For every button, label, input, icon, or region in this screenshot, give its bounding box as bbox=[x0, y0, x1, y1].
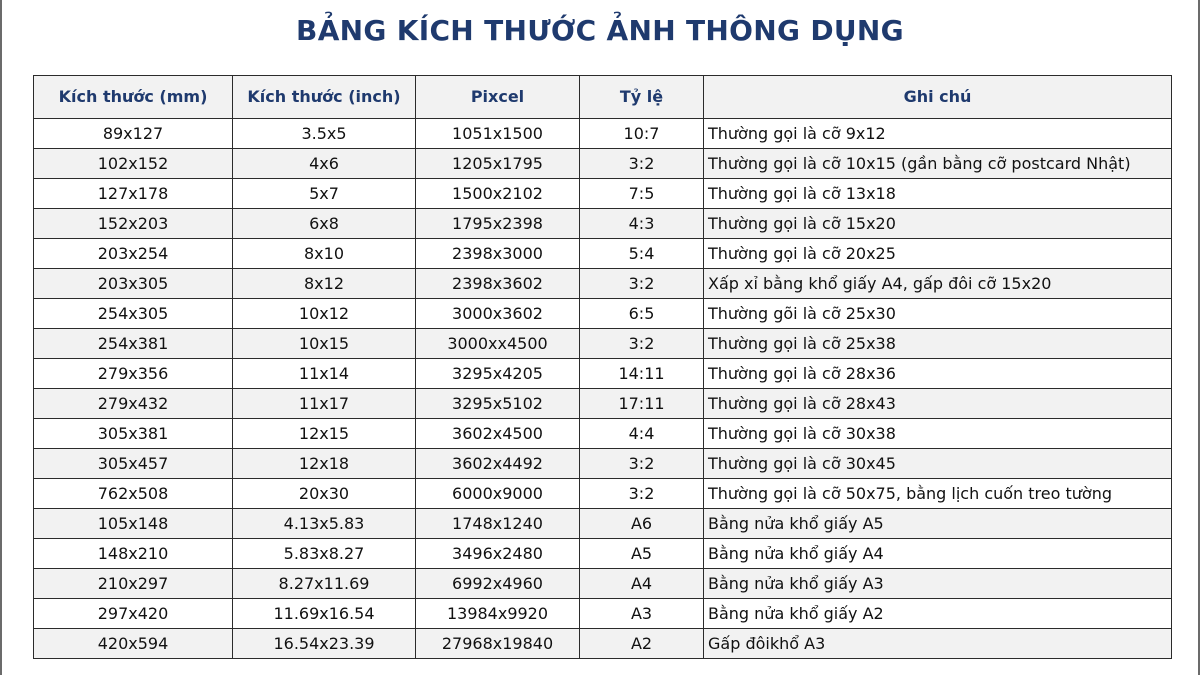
cell-size-mm: 105x148 bbox=[34, 509, 233, 539]
table-row bbox=[34, 599, 1172, 629]
cell-note: Thường gọi là cỡ 28x36 bbox=[704, 359, 1172, 389]
cell-pixel: 1795x2398 bbox=[416, 209, 580, 239]
cell-size-inch: 12x15 bbox=[233, 419, 416, 449]
cell-size-inch: 20x30 bbox=[233, 479, 416, 509]
cell-note: Thường gọi là cỡ 30x38 bbox=[704, 419, 1172, 449]
table-row bbox=[34, 239, 1172, 269]
cell-ratio: A5 bbox=[580, 539, 704, 569]
table-row bbox=[34, 299, 1172, 329]
cell-ratio: A4 bbox=[580, 569, 704, 599]
header-size-mm: Kích thước (mm) bbox=[34, 76, 233, 119]
cell-pixel: 3295x5102 bbox=[416, 389, 580, 419]
cell-size-inch: 8.27x11.69 bbox=[233, 569, 416, 599]
cell-size-inch: 10x12 bbox=[233, 299, 416, 329]
table-row bbox=[34, 539, 1172, 569]
cell-ratio: A6 bbox=[580, 509, 704, 539]
cell-note: Bằng nửa khổ giấy A2 bbox=[704, 599, 1172, 629]
header-ratio: Tỷ lệ bbox=[580, 76, 704, 119]
cell-size-inch: 11x17 bbox=[233, 389, 416, 419]
cell-note: Thường gõi là cỡ 25x30 bbox=[704, 299, 1172, 329]
cell-note: Thường gọi là cỡ 30x45 bbox=[704, 449, 1172, 479]
table-row bbox=[34, 509, 1172, 539]
cell-size-mm: 254x305 bbox=[34, 299, 233, 329]
cell-ratio: A3 bbox=[580, 599, 704, 629]
cell-size-mm: 148x210 bbox=[34, 539, 233, 569]
cell-note: Bằng nửa khổ giấy A4 bbox=[704, 539, 1172, 569]
table-row bbox=[34, 419, 1172, 449]
cell-pixel: 6000x9000 bbox=[416, 479, 580, 509]
table-row bbox=[34, 329, 1172, 359]
table-row bbox=[34, 149, 1172, 179]
table-row bbox=[34, 269, 1172, 299]
cell-ratio: 3:2 bbox=[580, 269, 704, 299]
table-row bbox=[34, 479, 1172, 509]
cell-ratio: 17:11 bbox=[580, 389, 704, 419]
header-pixel: Pixcel bbox=[416, 76, 580, 119]
cell-pixel: 1748x1240 bbox=[416, 509, 580, 539]
cell-ratio: 3:2 bbox=[580, 449, 704, 479]
cell-note: Bằng nửa khổ giấy A5 bbox=[704, 509, 1172, 539]
cell-size-inch: 4.13x5.83 bbox=[233, 509, 416, 539]
cell-size-inch: 11x14 bbox=[233, 359, 416, 389]
cell-note: Bằng nửa khổ giấy A3 bbox=[704, 569, 1172, 599]
cell-size-mm: 279x432 bbox=[34, 389, 233, 419]
cell-note: Thường gọi là cỡ 10x15 (gần bằng cỡ postcard Nhật) bbox=[704, 149, 1172, 179]
frame-left-border bbox=[0, 0, 2, 675]
page-title: BẢNG KÍCH THƯỚC ẢNH THÔNG DỤNG bbox=[296, 14, 904, 47]
cell-size-mm: 254x381 bbox=[34, 329, 233, 359]
cell-size-inch: 5x7 bbox=[233, 179, 416, 209]
cell-note: Thường gọi là cỡ 50x75, bằng lịch cuốn treo tường bbox=[704, 479, 1172, 509]
cell-note: Gấp đôikhổ A3 bbox=[704, 629, 1172, 659]
cell-size-mm: 203x305 bbox=[34, 269, 233, 299]
table-row bbox=[34, 179, 1172, 209]
cell-size-mm: 420x594 bbox=[34, 629, 233, 659]
cell-ratio: 14:11 bbox=[580, 359, 704, 389]
table-row bbox=[34, 389, 1172, 419]
cell-pixel: 3602x4500 bbox=[416, 419, 580, 449]
cell-pixel: 2398x3000 bbox=[416, 239, 580, 269]
header-size-inch: Kích thước (inch) bbox=[233, 76, 416, 119]
cell-note: Thường gọi là cỡ 28x43 bbox=[704, 389, 1172, 419]
table-row bbox=[34, 209, 1172, 239]
cell-size-inch: 16.54x23.39 bbox=[233, 629, 416, 659]
cell-ratio: 3:2 bbox=[580, 479, 704, 509]
cell-note: Thường gọi là cỡ 25x38 bbox=[704, 329, 1172, 359]
cell-pixel: 2398x3602 bbox=[416, 269, 580, 299]
table-row bbox=[34, 569, 1172, 599]
cell-size-mm: 127x178 bbox=[34, 179, 233, 209]
cell-ratio: 7:5 bbox=[580, 179, 704, 209]
cell-size-inch: 12x18 bbox=[233, 449, 416, 479]
cell-pixel: 3602x4492 bbox=[416, 449, 580, 479]
cell-size-mm: 297x420 bbox=[34, 599, 233, 629]
cell-note: Thường gọi là cỡ 13x18 bbox=[704, 179, 1172, 209]
header-row bbox=[34, 76, 1172, 119]
table-body bbox=[34, 119, 1172, 659]
cell-pixel: 3000x3602 bbox=[416, 299, 580, 329]
cell-size-inch: 5.83x8.27 bbox=[233, 539, 416, 569]
cell-size-inch: 6x8 bbox=[233, 209, 416, 239]
cell-pixel: 1500x2102 bbox=[416, 179, 580, 209]
cell-note: Thường gọi là cỡ 9x12 bbox=[704, 119, 1172, 149]
table-row bbox=[34, 359, 1172, 389]
cell-ratio: 3:2 bbox=[580, 329, 704, 359]
photo-size-table bbox=[33, 75, 1172, 659]
table-header bbox=[34, 76, 1172, 119]
cell-size-inch: 10x15 bbox=[233, 329, 416, 359]
cell-ratio: 4:4 bbox=[580, 419, 704, 449]
cell-pixel: 6992x4960 bbox=[416, 569, 580, 599]
cell-pixel: 1205x1795 bbox=[416, 149, 580, 179]
cell-size-mm: 102x152 bbox=[34, 149, 233, 179]
cell-ratio: A2 bbox=[580, 629, 704, 659]
cell-size-mm: 305x381 bbox=[34, 419, 233, 449]
table-row bbox=[34, 119, 1172, 149]
cell-size-mm: 203x254 bbox=[34, 239, 233, 269]
cell-size-inch: 4x6 bbox=[233, 149, 416, 179]
cell-size-mm: 210x297 bbox=[34, 569, 233, 599]
cell-note: Xấp xỉ bằng khổ giấy A4, gấp đôi cỡ 15x20 bbox=[704, 269, 1172, 299]
cell-size-inch: 11.69x16.54 bbox=[233, 599, 416, 629]
cell-pixel: 13984x9920 bbox=[416, 599, 580, 629]
cell-size-inch: 8x10 bbox=[233, 239, 416, 269]
cell-pixel: 3496x2480 bbox=[416, 539, 580, 569]
cell-ratio: 4:3 bbox=[580, 209, 704, 239]
cell-size-mm: 279x356 bbox=[34, 359, 233, 389]
cell-size-mm: 89x127 bbox=[34, 119, 233, 149]
cell-size-mm: 305x457 bbox=[34, 449, 233, 479]
cell-size-mm: 762x508 bbox=[34, 479, 233, 509]
cell-pixel: 3295x4205 bbox=[416, 359, 580, 389]
cell-ratio: 3:2 bbox=[580, 149, 704, 179]
table-row bbox=[34, 629, 1172, 659]
cell-ratio: 6:5 bbox=[580, 299, 704, 329]
cell-size-mm: 152x203 bbox=[34, 209, 233, 239]
cell-size-inch: 8x12 bbox=[233, 269, 416, 299]
cell-note: Thường gọi là cỡ 15x20 bbox=[704, 209, 1172, 239]
cell-note: Thường gọi là cỡ 20x25 bbox=[704, 239, 1172, 269]
cell-pixel: 1051x1500 bbox=[416, 119, 580, 149]
cell-pixel: 3000xx4500 bbox=[416, 329, 580, 359]
cell-size-inch: 3.5x5 bbox=[233, 119, 416, 149]
header-note: Ghi chú bbox=[704, 76, 1172, 119]
cell-pixel: 27968x19840 bbox=[416, 629, 580, 659]
table-row bbox=[34, 449, 1172, 479]
cell-ratio: 5:4 bbox=[580, 239, 704, 269]
cell-ratio: 10:7 bbox=[580, 119, 704, 149]
